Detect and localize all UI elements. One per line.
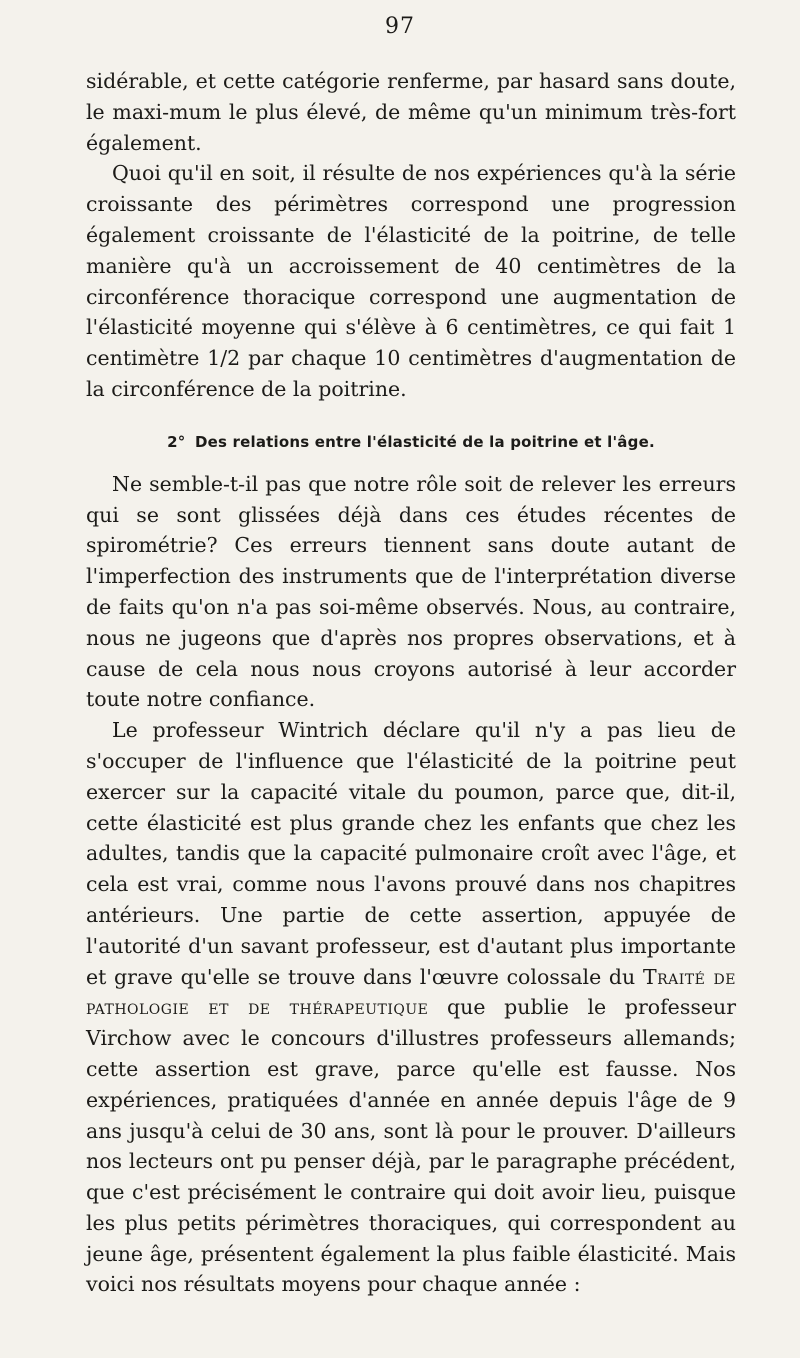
paragraph-wintrich-text-2: que publie le professeur Virchow avec le concours d'illustres professeurs allemands; cette assertion est grave, parce qu'elle est fausse. Nos expériences, pratiquées d'année en année depuis l'âge de 9 ans jusqu'à celui de 30 ans, sont là pour le prouver. D'ailleurs nos lecteurs ont pu penser déjà, par le paragraphe précédent, que c'est précisément le contraire qui doit avoir lieu, puisque les plus petits périmètres thoraciques, qui correspondent au jeune âge, présentent également la plus faible élasticité. Mais voici nos résultats moyens pour chaque année : (86, 995, 736, 1297)
section-title: Des relations entre l'élasticité de la poitrine et l'âge. (194, 432, 655, 451)
treatise-title: Traité de pathologie et de thérapeutique (86, 964, 736, 1020)
paragraph-wintrich-text-1: Le professeur Wintrich déclare qu'il n'y a pas lieu de s'occuper de l'influence que l'élasticité de la poitrine peut exercer sur la capacité vitale du poumon, parce que, dit-il, cette élasticité est plus grande chez les enfants que chez les adultes, tandis que la capacité pulmonaire croît avec l'âge, et cela est vrai, comme nous l'avons prouvé dans nos chapitres antérieurs. Une partie de cette assertion, appuyée de l'autorité d'un savant professeur, est d'autant plus importante et grave qu'elle se trouve dans l'œuvre colossale du (86, 718, 736, 989)
page-number: 97 (385, 14, 415, 39)
section-number: 2° (167, 432, 186, 451)
paragraph-elasticity-perimeter: Quoi qu'il en soit, il résulte de nos expériences qu'à la série croissante des périmètres correspond une progression également croissante de l'élasticité de la poitrine, de telle manière qu'à un accroissement de 40 centimètres de la circonférence thoracique correspond une augmentation de l'élasticité moyenne qui s'élève à 6 centimètres, ce qui fait 1 centimètre 1/2 par chaque 10 centimètres d'augmentation de la circonférence de la poitrine. (86, 161, 736, 401)
paragraph-spirometry-errors: Ne semble-t-il pas que notre rôle soit de relever les erreurs qui se sont glissées déjà dans ces études récentes de spirométrie? Ces erreurs tiennent sans doute autant de l'imperfection des instruments que de l'interprétation diverse de faits qu'on n'a pas soi-même observés. Nous, au contraire, nous ne jugeons que d'après nos propres observations, et à cause de cela nous nous croyons autorisé à leur accorder toute notre confiance. (86, 471, 736, 712)
section-heading (86, 433, 736, 451)
paragraph-continuation: sidérable, et cette catégorie renferme, par hasard sans doute, le maxi-mum le plus élevé, de même qu'un minimum très-fort également. (86, 69, 736, 155)
paragraph-wintrich (86, 715, 736, 1300)
